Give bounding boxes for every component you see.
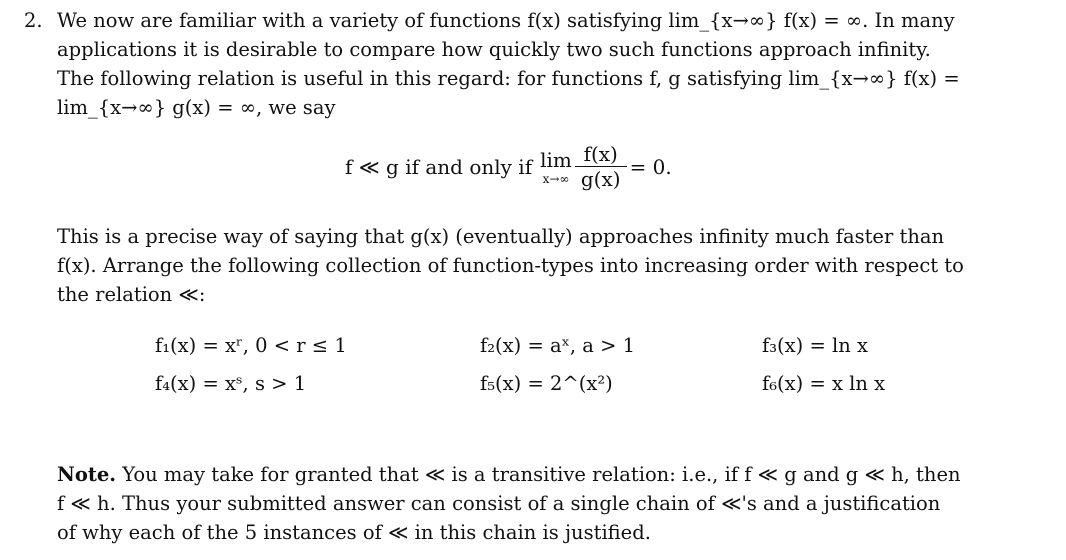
fraction-denominator: g(x) <box>580 167 621 191</box>
intro-line-3: The following relation is useful in this regard: for functions f, g satisfying lim_{x→∞} f(x) = <box>57 67 960 90</box>
limit-label: lim <box>540 148 572 172</box>
function-f4: f₄(x) = xˢ, s > 1 <box>155 372 307 395</box>
function-f3: f₃(x) = ln x <box>762 334 868 357</box>
explain-line-3: the relation ≪: <box>57 283 206 306</box>
explain-line-2: f(x). Arrange the following collection of function-types into increasing order with respect to <box>57 254 964 277</box>
note-line-1 <box>57 460 1007 489</box>
function-f6: f₆(x) = x ln x <box>762 372 886 395</box>
note-line-3: of why each of the 5 instances of ≪ in this chain is justified. <box>57 521 651 544</box>
note-label: Note. <box>57 463 117 486</box>
intro-line-4: lim_{x→∞} g(x) = ∞, we say <box>57 96 336 119</box>
fraction <box>578 142 624 191</box>
definition-display <box>345 142 672 191</box>
intro-line-1: We now are familiar with a variety of functions f(x) satisfying lim_{x→∞} f(x) = ∞. In many <box>57 9 955 32</box>
function-f1: f₁(x) = xʳ, 0 < r ≤ 1 <box>155 334 347 357</box>
explain-line-1: This is a precise way of saying that g(x) (eventually) approaches infinity much faster than <box>57 225 945 248</box>
explain-paragraph <box>57 222 1007 309</box>
function-f2: f₂(x) = aˣ, a > 1 <box>480 334 636 357</box>
definition-right: = 0. <box>629 154 672 179</box>
note-line-2: f ≪ h. Thus your submitted answer can consist of a single chain of ≪'s and a justification <box>57 492 941 515</box>
function-f5: f₅(x) = 2^(x²) <box>480 372 613 395</box>
intro-line-2: applications it is desirable to compare how quickly two such functions approach infinity. <box>57 38 931 61</box>
definition-left: f ≪ g if and only if <box>345 154 533 179</box>
limit-operator <box>540 148 572 185</box>
fraction-numerator: f(x) <box>583 142 618 166</box>
problem-number: 2. <box>24 9 43 32</box>
intro-paragraph <box>57 6 1007 122</box>
note-line-1-text: You may take for granted that ≪ is a transitive relation: i.e., if f ≪ g and g ≪ h, then <box>122 463 961 486</box>
note-paragraph <box>57 460 1007 547</box>
limit-subscript: x→∞ <box>542 172 570 186</box>
